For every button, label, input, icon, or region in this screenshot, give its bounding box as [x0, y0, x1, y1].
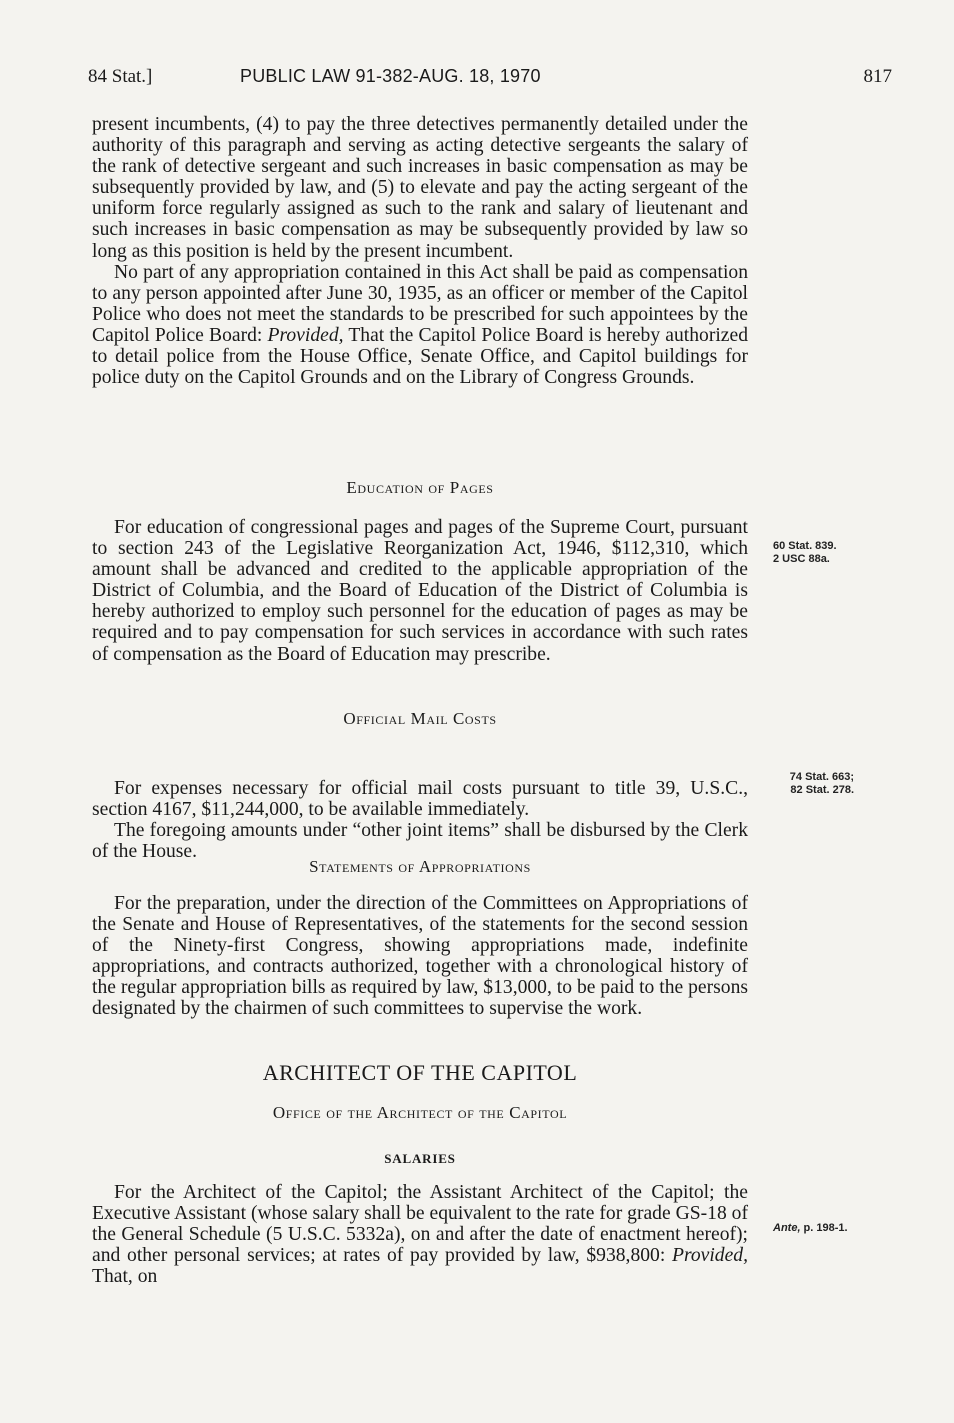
- margin-note-74-stat: [760, 771, 854, 797]
- heading-official-mail-costs: Official Mail Costs: [343, 709, 497, 728]
- section-salaries: [92, 1151, 748, 1167]
- paragraph-text: No part of any appropriation contained in this Act shall be paid as compensation to any person appointed after June 30, 1935, as an officer or member of the Capitol Police who does not meet the standards to be prescribed for such appointees by the Capitol Police Board:: [92, 261, 748, 346]
- heading-education-of-pages: Education of Pages: [346, 478, 494, 497]
- paragraph-statements-of-appropriations: For the preparation, under the direction of the Committees on Appropriations of the Senate and House of Representatives, of the statements for the second session of the Ninety-first Congress, showing appropriations made, indefinite appropriations, and contracts authorized, together with a chronological history of the regular appropriation bills as required by law, $13,000, to be paid to the persons designated by the chairmen of such committees to supervise the work.: [92, 893, 748, 1020]
- section-architect: [92, 1060, 748, 1086]
- main-text: [92, 114, 748, 388]
- section-education-of-pages: [92, 478, 748, 498]
- paragraph-text: That, on: [92, 1266, 158, 1288]
- section-education-body: [92, 517, 748, 665]
- heading-office-of-the-architect: Office of the Architect of the Capitol: [272, 1103, 568, 1122]
- paragraph-text: That the Capitol Police Board is hereby authorized to detail police from the House Office, Senate Office, and Capitol buildings for police duty on the Capitol Grounds and on the Library of Congress Grounds.: [92, 324, 748, 389]
- page-number: 817: [863, 66, 892, 87]
- section-statements: [92, 857, 748, 877]
- heading-salaries: SALARIES: [384, 1151, 456, 1166]
- margin-note-line: 2 USC 88a.: [773, 553, 830, 565]
- heading-statements-of-appropriations: Statements of Appropriations: [309, 857, 531, 876]
- margin-note-line: 82 Stat. 278.: [790, 784, 854, 796]
- section-office-architect: [92, 1103, 748, 1123]
- margin-note-60-stat: [773, 540, 837, 566]
- paragraph-capitol-police-incumbents: present incumbents, (4) to pay the three detectives permanently detailed under the authority of this paragraph and serving as acting detective sergeants the salary of the rank of detective sergeant and such increases in basic compensation as may be subsequently provided by law, and (5) to elevate and pay the acting sergeant of the uniform force regularly assigned as such to the rank and salary of lieutenant and such increases in basic compensation as may be subsequently provided by law so long as this position is held by the present incumbent.: [92, 114, 748, 262]
- section-official-mail-body: [92, 778, 748, 862]
- section-official-mail: [92, 709, 748, 729]
- statute-volume: 84 Stat.]: [88, 66, 153, 87]
- page-header: [88, 66, 892, 90]
- proviso-word: Provided,: [267, 324, 344, 346]
- paragraph-education-of-pages: For education of congressional pages and pages of the Supreme Court, pursuant to section 243 of the Legislative Reorganization Act, 1946, $112,310, which amount shall be advanced and credited to the applicable appropriation of the District of Columbia, and the Board of Education of the District of Columbia is hereby authorized to employ such personnel for the education of pages as may be required and to pay compensation for such services in accordance with such rates of compensation as the Board of Education may prescribe.: [92, 517, 748, 665]
- paragraph-joint-items: The foregoing amounts under “other joint items” shall be disbursed by the Clerk of the House.: [92, 820, 748, 863]
- proviso-word: Provided,: [672, 1245, 748, 1267]
- heading-architect-of-the-capitol: ARCHITECT OF THE CAPITOL: [262, 1060, 578, 1085]
- section-statements-body: [92, 893, 748, 1020]
- margin-note-line: 74 Stat. 663;: [789, 771, 854, 783]
- paragraph-architect-salaries: [92, 1182, 748, 1287]
- paragraph-official-mail-costs: For expenses necessary for official mail costs pursuant to title 39, U.S.C., section 4167, $11,244,000, to be available immediately.: [92, 778, 748, 821]
- margin-note-ante: [773, 1222, 848, 1235]
- page-running-title: PUBLIC LAW 91-382-AUG. 18, 1970: [240, 66, 541, 86]
- paragraph-capitol-police-standards: [92, 262, 748, 389]
- section-salaries-body: [92, 1182, 748, 1287]
- margin-note-line: 60 Stat. 839.: [773, 540, 837, 552]
- margin-note-text: p. 198-1.: [800, 1222, 848, 1234]
- paragraph-text: For the Architect of the Capitol; the Assistant Architect of the Capitol; the Executive Assistant (whose salary shall be equivalent to the rate for grade GS-18 of the General Schedule (5 U.S.C. 5332a), on and after the date of enactment hereof); and other personal services; at rates of pay provided by law, $938,800:: [92, 1182, 748, 1267]
- margin-note-italic: Ante,: [773, 1222, 801, 1234]
